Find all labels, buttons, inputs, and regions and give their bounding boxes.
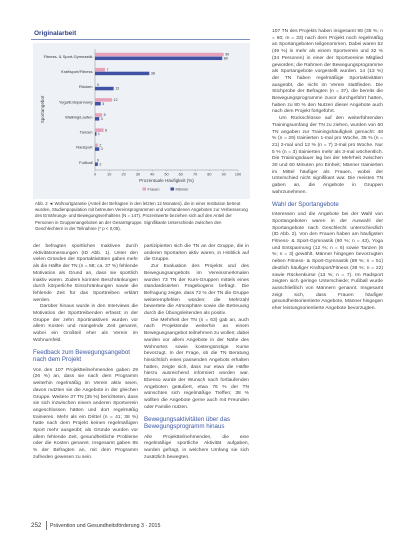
data-label: 90 [225, 52, 230, 57]
footer-divider [46, 521, 47, 530]
data-label: 0 [96, 158, 99, 163]
text-column-1 [33, 244, 138, 462]
category-label: Kraftsport/Fitness [61, 69, 93, 75]
paragraph: Von den 107 Projektteilnehmenden gaben 29 (26 %) an, dass sie nach dem Programm weiterhin regelmäßig im Verein aktiv seien, davon nutzten sie die Angebote in der gleichen Gruppe. Weitere 37 TN (35 %) berichteten, dass sie sich inzwischen einem anderen Sportverein angeschlossen hätten und dort regelmäßig trainieren. Mehr als ein Drittel (n = 41; 38 %) hatte nach dem Projekt keinen regelmäßigen Sport mehr ausgeübt; als Gründe wurden vor allem fehlende Zeit, gesundheitliche Probleme oder die Kosten genannt. Insgesamt gaben 85 % der Befragten an, mit dem Programm zufrieden gewesen zu sein. [33, 367, 138, 460]
legend-label: Frauen [147, 187, 160, 192]
journal-citation: Prävention und Gesundheitsförderung 3 · 2015 [50, 523, 161, 529]
bar-frauen [95, 68, 105, 72]
bar-männer [95, 102, 101, 106]
section-heading-wahl: Wahl der Sportangebote [272, 200, 339, 208]
legend-swatch [171, 188, 175, 191]
data-label: 2 [99, 162, 102, 167]
text-column-2 [144, 244, 249, 462]
data-label: 3 [100, 116, 103, 121]
data-label: 38 [150, 71, 155, 76]
section-heading-bewegung: Bewegungsaktivitäten über das Bewegungsprogramm hinaus [144, 415, 230, 431]
bar-chart-svg [33, 43, 250, 199]
category-label: Fußball [79, 159, 93, 165]
x-tick-label: 90 [221, 172, 226, 177]
bar-männer [95, 132, 96, 136]
text-column-3 [272, 29, 383, 313]
bar-frauen [95, 144, 98, 148]
category-label: Radsport [76, 144, 93, 150]
x-tick-label: 40 [150, 172, 155, 177]
paragraph: Alle Projektteilnehmenden, die eine regelmäßige sportliche Aktivität aufgaben, wurden gefragt, in welchem Umfang sie sich zusätzlich bewegten. [144, 434, 249, 460]
bar-männer [95, 117, 99, 121]
x-axis-label: Prozentuale Häufigkeit (%) [139, 178, 194, 183]
paragraph: der befragten sportlichen Inaktiven durch Aktivitätsmessungen (ID Abb. 1). Unter den vielen Gründen der Sportaktivitäten gaben mehr als die Hälfte der TN (n = 58; ca. 37 %) fehlende Motivation als Grund an, dass sie sportlich inaktiv waren. Zudem konnten Beschränkungen durch körperliche Einschränkungen sowie die fehlende Zeit für das Sporttreiben erklärt werden. [33, 244, 138, 303]
x-tick-label: 60 [178, 172, 183, 177]
paragraph: partizipierten sich die TN an der Gruppe, die in anderen Sportarten aktiv waren, in Hinblick auf die Gruppe. [144, 244, 249, 263]
category-label: Walking/Laufen [65, 114, 93, 120]
bar-chart [33, 43, 250, 199]
figure [31, 29, 250, 240]
figure-caption: Abb. 2 ◄ Wohnortgarantie (Anteil der Befragten in den letzten 12 Monaten), die in einer Institution betreut wurden, Studienpopulation mit betreuten Vereinsprogrammen und vorhandenen Angeboten zur Verbesserung des Ernährungs- und Bewegungsverhaltens (N = 147). Prozentwerte beziehen sich auf den Anteil der Personen in Gruppenangeboten an der Gesamtgruppe. Signifikante Unterschiede zwischen den Geschlechtern in der Teilnahme (* p < 0,05). [35, 201, 248, 231]
bar-männer [95, 72, 149, 76]
paragraph: Um Rückschlüsse auf den weiterführenden Trainingsumfang der TN zu ziehen, wurden von 60 TN angaben zur Trainingshäufigkeit gemacht: 48 % (n = 29) trainierten 1-mal pro Woche, 35 % (n = 21) 2-mal und 12 % (n = 7) 3-mal pro Woche. Nur 5 % (n = 3) trainierten mehr als 3-mal wöchentlich. Die Trainingsdauer lag bei der Mehrheit zwischen 30 und 60 Minuten pro Einheit; Männer trainierten im Mittel häufiger als Frauen, wobei der Unterschied nicht signifikant war. Die meisten TN gaben an, die Angebote in Gruppen wahrzunehmen. [272, 116, 383, 195]
section-heading-feedback: Feedback zum Bewegungsangebot nach dem Projekt [33, 348, 131, 364]
x-tick-label: 10 [107, 172, 112, 177]
legend-label: Männer [175, 187, 189, 192]
paragraph: Interessen und die Angebote bei der Wahl von Sportangeboten waren in der Auswahl der Sportangebote nach Geschlecht unterschiedlich (ID Abb. 2). Von den Frauen haben am häufigsten Fitness- & Sport-Gymnastik (90 %; n = 43), Yoga und Entspannung (12 %; n = 6) sowie Tanzen (6 %; n = 3) gewählt. Männer hingegen bevorzugten neben Fitness- & Sport-Gymnastik (89 %; n = 51) deutlich häufiger Kraftsport/Fitness (38 %; n = 22) sowie Rückenkurse (13 %; n = 7). Im Radsport zeigten sich geringe Unterschiede; Fußball wurde ausschließlich von Männern genannt. Insgesamt zeigt sich, dass Frauen häufiger gesundheitsorientierte Angebote, Männer hingegen eher leistungsorientierte Angebote bevorzugten. [272, 212, 383, 312]
y-axis-label: Sportangebot [40, 95, 45, 124]
legend-swatch [143, 188, 147, 191]
category-label: Yoga/Entspannung [58, 99, 93, 105]
data-label: 6 [105, 128, 108, 133]
page-number: 252 [31, 522, 42, 529]
x-tick-label: 70 [192, 172, 198, 177]
x-tick-label: 30 [135, 172, 141, 177]
bar-männer [95, 147, 99, 151]
bar-frauen [95, 53, 224, 57]
data-label: 12 [113, 98, 118, 103]
data-label: 89 [223, 56, 228, 61]
x-tick-label: 0 [93, 172, 97, 177]
page-footer [31, 522, 381, 532]
data-label: 7 [106, 67, 109, 72]
category-label: Tanzen [79, 129, 93, 135]
bar-männer [95, 57, 222, 61]
x-tick-label: 80 [207, 172, 212, 177]
category-label: Fitness- & Sport-Gymnastik [43, 53, 93, 59]
category-label: Rücken [78, 84, 93, 90]
data-label: 13 [115, 86, 120, 91]
x-tick-label: 100 [234, 172, 242, 177]
data-label: 4 [102, 101, 105, 106]
data-label: 0 [96, 82, 99, 87]
data-label: 5 [103, 113, 106, 118]
section-tab [31, 29, 250, 40]
data-label: 1 [97, 132, 100, 137]
x-tick-label: 50 [164, 172, 169, 177]
paragraph: Darüber hinaus wurde in den Interviews die Motivation der Sporttreibenden erfasst; in der Gruppe der zehn Sportinaktiven wurden vor allem Kosten und mangelnde Zeit genannt, wobei ein Großteil eher als Verein im Wohnumfeld. [33, 304, 138, 343]
data-label: 2 [99, 143, 102, 148]
bar-männer [95, 87, 114, 91]
data-label: 3 [100, 147, 103, 152]
paragraph: Die Mehrheit der TN (n = 63) gab an, auch nach Projektende weiterhin an einem Bewegungsangebot teilnehmen zu wollen; dabei wurden vor allem Angebote in der Nähe des Wohnortes sowie kostengünstige Kurse bevorzugt. In der Frage, ob die TN Beratung hinsichtlich eines passenden Angebots erhalten hatten, zeigte sich, dass nur etwa die Hälfte hierzu ausreichend informiert worden war. Ebenso wurde der Wunsch nach fortlaufenden Angeboten geäußert, etwa 76 % der TN wünschten sich regelmäßige Treffen; 38 % wollten die Angebote gerne auch mit Freunden oder Familie nutzen. [144, 317, 249, 410]
x-tick-label: 20 [121, 172, 126, 177]
section-tab-label: Originalarbeit [34, 30, 77, 37]
paragraph: 107 TN des Projekts haben insgesamt 98 (35 %; n = 60; m = 33) nach dem Projekt noch regelmäßig an Sportangeboten teilgenommen. Dabei waren 52 (49 %) in mehr als einem Sportverein und 32 % (34 Personen) in einer der Sportvereine Mitglied geworden; die Rahmen der Bewegungsprogramme als Sportangebote vorgestellt wurden. 14 (13 %) der TN haben regelmäßige Sportaktivitäten ausgeübt, die nicht im Verein stattfinden. Die Stichprobe der Befragten (n = 37), die bereits die Bewegungsprogramme zuvor durchgeführt hatten, haben zu 80 % den Nutzen dieser Angebote auch nach dem Projekt fortgeführt. [272, 29, 383, 115]
paragraph: Zur Evaluation des Projekts und des Bewegungsangebots im Vereinsmerkmalen wurden 73 TN der Kurs-Gruppen mittels eines standardisierten Fragebogens befragt. Die Befragung zeigte, dass 72 % der TN die Gruppe weiterempfehlen würden; die Mehrzahl bewertete die Atmosphäre sowie die Betreuung durch die Übungsleitenden als positiv. [144, 264, 249, 317]
bar-männer [95, 162, 98, 166]
